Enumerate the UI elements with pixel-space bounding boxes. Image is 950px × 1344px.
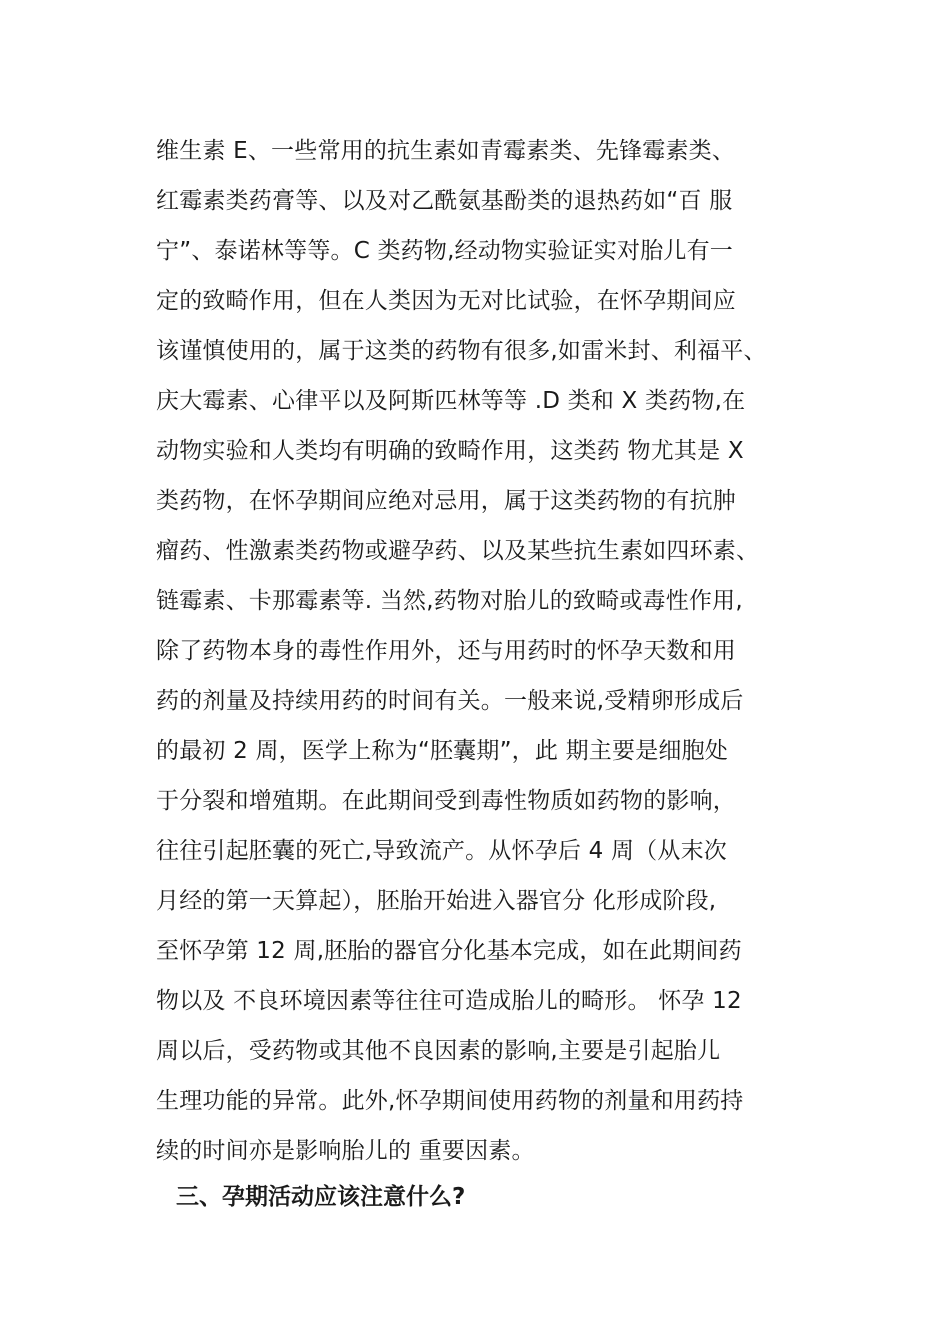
- paragraph-line: 物以及 不良环境因素等往往可造成胎儿的畸形。 怀孕 12: [156, 988, 742, 1014]
- paragraph-line: 维生素 E、一些常用的抗生素如青霉素类、先锋霉素类、: [156, 138, 736, 164]
- section-heading: 三、孕期活动应该注意什么?: [176, 1184, 466, 1210]
- paragraph-line: 于分裂和增殖期。在此期间受到毒性物质如药物的影响，: [156, 788, 736, 814]
- paragraph-line: 除了药物本身的毒性作用外，还与用药时的怀孕天数和用: [156, 638, 736, 664]
- paragraph-line: 类药物，在怀孕期间应绝对忌用，属于这类药物的有抗肿: [156, 488, 736, 514]
- paragraph-line: 瘤药、性激素类药物或避孕药、以及某些抗生素如四环素、: [156, 538, 760, 564]
- paragraph-line: 红霉素类药膏等、以及对乙酰氨基酚类的退热药如“百 服: [156, 188, 733, 214]
- paragraph-line: 续的时间亦是影响胎儿的 重要因素。: [156, 1138, 535, 1164]
- paragraph-line: 月经的第一天算起），胚胎开始进入器官分 化形成阶段,: [156, 888, 717, 914]
- paragraph-line: 动物实验和人类均有明确的致畸作用，这类药 物尤其是 X: [156, 438, 744, 464]
- body-paragraph: [156, 126, 836, 1176]
- paragraph-line: 至怀孕第 12 周,胚胎的器官分化基本完成，如在此期间药: [156, 938, 742, 964]
- paragraph-line: 定的致畸作用，但在人类因为无对比试验，在怀孕期间应: [156, 288, 736, 314]
- paragraph-line: 该谨慎使用的，属于这类的药物有很多,如雷米封、利福平、: [156, 338, 767, 364]
- paragraph-line: 往往引起胚囊的死亡,导致流产。从怀孕后 4 周（从末次: [156, 838, 727, 864]
- paragraph-line: 庆大霉素、心律平以及阿斯匹林等等 .D 类和 X 类药物,在: [156, 388, 746, 414]
- paragraph-line: 链霉素、卡那霉素等. 当然,药物对胎儿的致畸或毒性作用,: [156, 588, 743, 614]
- paragraph-line: 生理功能的异常。此外,怀孕期间使用药物的剂量和用药持: [156, 1088, 744, 1114]
- paragraph-line: 宁”、泰诺林等等。C 类药物,经动物实验证实对胎儿有一: [156, 238, 733, 264]
- paragraph-line: 药的剂量及持续用药的时间有关。一般来说,受精卵形成后: [156, 688, 744, 714]
- paragraph-line: 周以后，受药物或其他不良因素的影响,主要是引起胎儿: [156, 1038, 721, 1064]
- paragraph-line: 的最初 2 周，医学上称为“胚囊期”，此 期主要是细胞处: [156, 738, 728, 764]
